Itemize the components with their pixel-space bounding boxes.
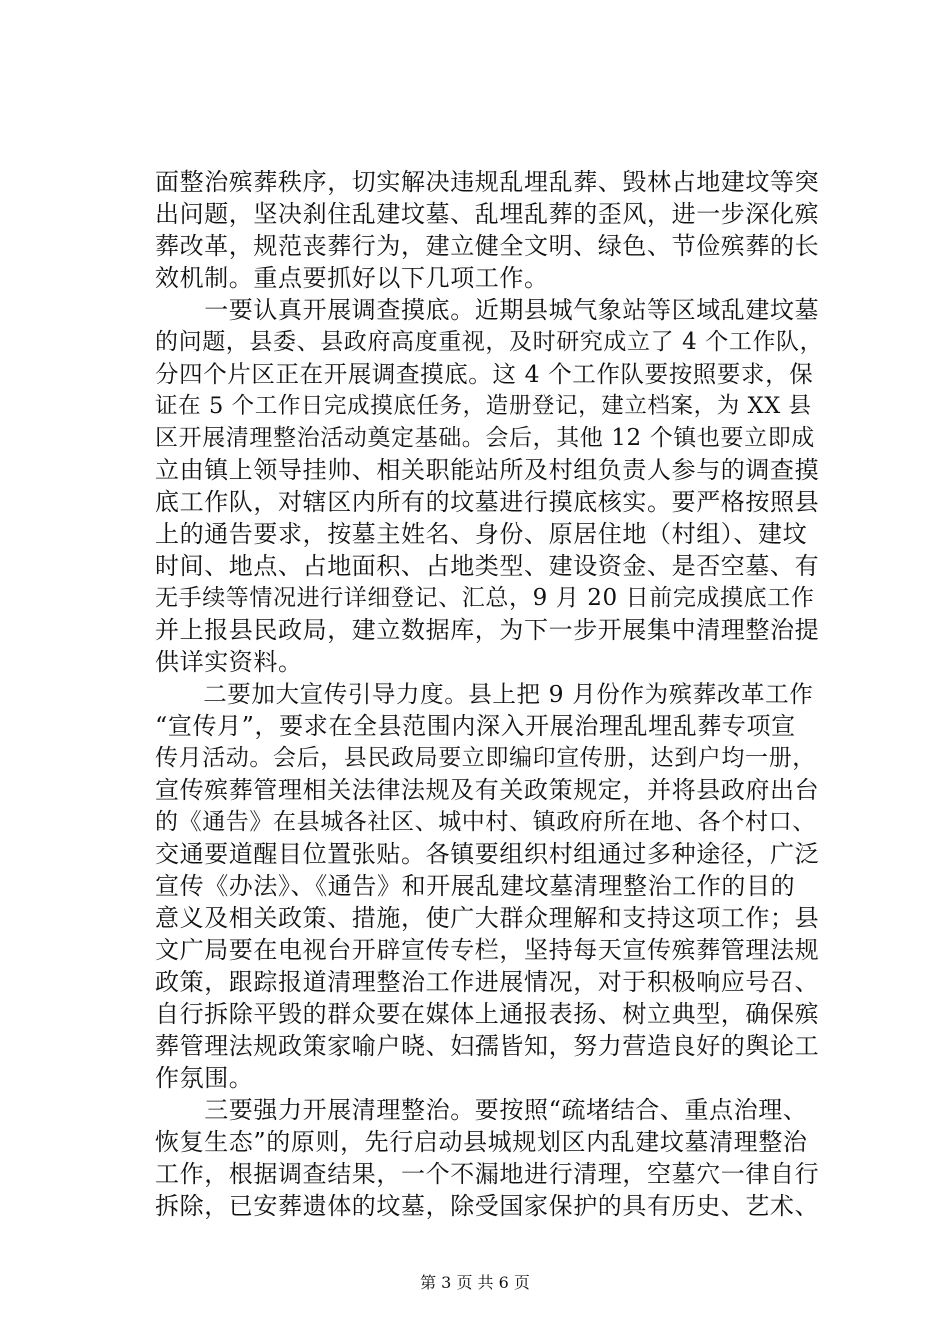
text-line: 上的通告要求，按墓主姓名、身份、原居住地（村组）、建坟	[155, 520, 808, 548]
text-line: 并上报县民政局，建立数据库，为下一步开展集中清理整治提	[155, 616, 820, 644]
text-line: 无手续等情况进行详细登记、汇总，9 月 20 日前完成摸底工作	[155, 585, 815, 611]
text-line: 分四个片区正在开展调查摸底。这 4 个工作队要按照要求，保	[155, 360, 814, 388]
page-footer: 第 3 页 共 6 页	[420, 1273, 530, 1292]
text-line: 政策，跟踪报道清理整治工作进展情况，对于积极响应号召、	[155, 968, 820, 996]
text-line: 意义及相关政策、措施，使广大群众理解和支持这项工作；县	[155, 904, 820, 932]
text-line: 证在 5 个工作日完成摸底任务，造册登记，建立档案，为 XX 县	[155, 393, 812, 419]
text-line: 一要认真开展调查摸底。近期县城气象站等区域乱建坟墓	[155, 296, 820, 324]
text-line: 交通要道醒目位置张贴。各镇要组织村组通过多种途径，广泛	[155, 840, 820, 868]
text-line: 作氛围。	[155, 1064, 254, 1092]
text-line: 底工作队，对辖区内所有的坟墓进行摸底核实。要严格按照县	[155, 488, 820, 516]
text-line: 自行拆除平毁的群众要在媒体上通报表扬、树立典型，确保殡	[155, 1000, 820, 1028]
text-line: 工作，根据调查结果，一个不漏地进行清理，空墓穴一律自行	[155, 1160, 820, 1188]
text-line: 文广局要在电视台开辟宣传专栏，坚持每天宣传殡葬管理法规	[155, 936, 820, 964]
text-line: 葬改革，规范丧葬行为，建立健全文明、绿色、节俭殡葬的长	[155, 232, 820, 260]
text-line: 三要强力开展清理整治。要按照“疏堵结合、重点治理、	[155, 1096, 808, 1124]
text-line: 葬管理法规政策家喻户晓、妇孺皆知，努力营造良好的舆论工	[155, 1032, 820, 1060]
text-line: “宣传月”，要求在全县范围内深入开展治理乱埋乱葬专项宣	[155, 712, 796, 740]
document-body	[155, 166, 825, 1222]
text-line: 效机制。重点要抓好以下几项工作。	[155, 264, 549, 292]
text-line: 二要加大宣传引导力度。县上把 9 月份作为殡葬改革工作	[155, 680, 814, 708]
text-line: 宣传《办法》、《通告》和开展乱建坟墓清理整治工作的目的	[155, 872, 796, 900]
text-line: 区开展清理整治活动奠定基础。会后，其他 12 个镇也要立即成	[155, 425, 815, 451]
text-line: 恢复生态”的原则，先行启动县城规划区内乱建坟墓清理整治	[155, 1128, 808, 1156]
text-line: 宣传殡葬管理相关法律法规及有关政策规定，并将县政府出台	[155, 776, 820, 804]
text-line: 出问题，坚决刹住乱建坟墓、乱埋乱葬的歪风，进一步深化殡	[155, 200, 820, 228]
text-line: 面整治殡葬秩序，切实解决违规乱埋乱葬、毁林占地建坟等突	[155, 168, 820, 196]
text-line: 拆除，已安葬遗体的坟墓，除受国家保护的具有历史、艺术、	[155, 1192, 820, 1220]
text-line: 时间、地点、占地面积、占地类型、建设资金、是否空墓、有	[155, 552, 820, 580]
text-line: 立由镇上领导挂帅、相关职能站所及村组负责人参与的调查摸	[155, 456, 820, 484]
text-line: 传月活动。会后，县民政局要立即编印宣传册，达到户均一册，	[155, 745, 816, 771]
text-line: 的问题，县委、县政府高度重视，及时研究成立了 4 个工作队，	[155, 329, 824, 355]
text-line: 的《通告》在县城各社区、城中村、镇政府所在地、各个村口、	[155, 809, 816, 835]
text-line: 供详实资料。	[155, 648, 303, 676]
